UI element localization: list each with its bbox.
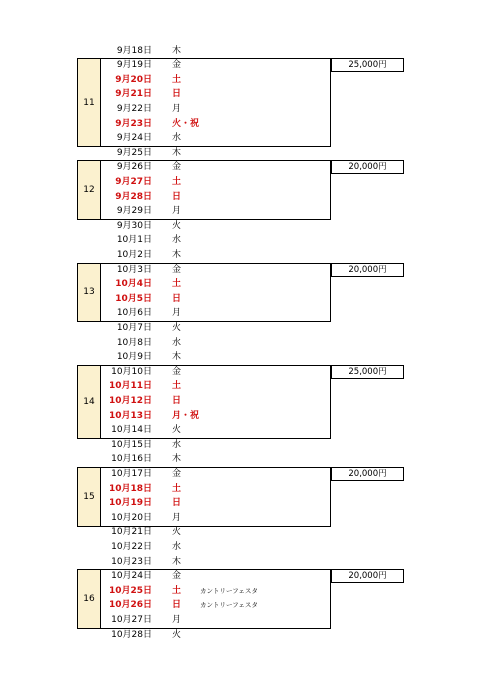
day-date: 9月24日 <box>116 133 152 144</box>
day-weekday: 月 <box>172 614 182 625</box>
day-weekday: 金 <box>172 571 182 582</box>
day-date: 10月4日 <box>115 279 152 290</box>
day-date: 9月29日 <box>116 206 152 217</box>
day-date: 10月5日 <box>115 293 152 304</box>
period-price: 25,000円 <box>331 365 404 379</box>
day-row <box>0 219 481 234</box>
day-weekday: 月・祝 <box>172 410 200 421</box>
day-date: 10月15日 <box>111 439 152 450</box>
day-row <box>0 438 481 453</box>
day-row <box>0 584 481 599</box>
day-row <box>0 263 481 278</box>
day-date: 10月28日 <box>111 629 152 640</box>
day-date: 10月10日 <box>111 366 152 377</box>
day-weekday: 水 <box>172 541 182 552</box>
day-row <box>0 102 481 117</box>
day-date: 9月21日 <box>115 89 152 100</box>
day-date: 10月1日 <box>116 235 152 246</box>
day-weekday: 日 <box>172 293 182 304</box>
day-weekday: 金 <box>172 60 182 71</box>
day-weekday: 火 <box>172 425 182 436</box>
day-row <box>0 277 481 292</box>
day-date: 10月26日 <box>108 600 152 611</box>
day-weekday: 火 <box>172 527 182 538</box>
period-number: 15 <box>78 468 101 526</box>
day-row <box>0 190 481 205</box>
day-date: 9月27日 <box>115 176 152 187</box>
day-row <box>0 569 481 584</box>
period-price: 25,000円 <box>331 58 404 72</box>
day-date: 10月16日 <box>111 454 152 465</box>
day-weekday: 火 <box>172 629 182 640</box>
day-weekday: 月 <box>172 512 182 523</box>
period-price: 20,000円 <box>331 569 404 583</box>
day-weekday: 日 <box>172 89 182 100</box>
day-row <box>0 336 481 351</box>
day-date: 9月25日 <box>116 147 152 158</box>
day-weekday: 水 <box>172 235 182 246</box>
day-date: 10月21日 <box>111 527 152 538</box>
day-row <box>0 496 481 511</box>
day-note: カントリーフェスタ <box>200 586 258 595</box>
day-weekday: 金 <box>172 162 182 173</box>
day-row <box>0 306 481 321</box>
day-row <box>0 160 481 175</box>
day-weekday: 木 <box>172 249 182 260</box>
day-weekday: 土 <box>172 381 182 392</box>
day-row <box>0 117 481 132</box>
day-date: 10月17日 <box>111 468 152 479</box>
day-date: 10月24日 <box>111 571 152 582</box>
period-price: 20,000円 <box>331 160 404 174</box>
day-weekday: 月 <box>172 103 182 114</box>
day-date: 10月25日 <box>108 585 152 596</box>
day-row <box>0 58 481 73</box>
period-price: 20,000円 <box>331 263 404 277</box>
day-row <box>0 379 481 394</box>
period-number: 11 <box>78 59 101 146</box>
day-row <box>0 131 481 146</box>
day-weekday: 金 <box>172 264 182 275</box>
day-date: 10月23日 <box>111 556 152 567</box>
day-weekday: 木 <box>172 352 182 363</box>
day-weekday: 土 <box>172 74 182 85</box>
day-date: 10月3日 <box>116 264 152 275</box>
day-weekday: 金 <box>172 366 182 377</box>
day-weekday: 火 <box>172 322 182 333</box>
day-date: 9月18日 <box>116 45 152 56</box>
day-weekday: 火 <box>172 220 182 231</box>
day-date: 9月22日 <box>116 103 152 114</box>
day-row <box>0 394 481 409</box>
day-date: 10月6日 <box>116 308 152 319</box>
day-row <box>0 73 481 88</box>
day-row <box>0 204 481 219</box>
day-weekday: 土 <box>172 279 182 290</box>
day-date: 10月27日 <box>111 614 152 625</box>
day-row <box>0 409 481 424</box>
day-row <box>0 511 481 526</box>
day-weekday: 日 <box>172 395 182 406</box>
day-date: 10月13日 <box>108 410 152 421</box>
day-date: 10月8日 <box>116 337 152 348</box>
day-date: 9月30日 <box>116 220 152 231</box>
day-row <box>0 87 481 102</box>
day-row <box>0 525 481 540</box>
day-row <box>0 175 481 190</box>
day-weekday: 日 <box>172 498 182 509</box>
day-date: 9月26日 <box>116 162 152 173</box>
day-weekday: 水 <box>172 439 182 450</box>
day-row <box>0 292 481 307</box>
day-row <box>0 598 481 613</box>
day-row <box>0 233 481 248</box>
day-weekday: 土 <box>172 585 182 596</box>
day-weekday: 火・祝 <box>172 118 200 129</box>
day-weekday: 日 <box>172 191 182 202</box>
day-weekday: 日 <box>172 600 182 611</box>
day-row <box>0 423 481 438</box>
period-price: 20,000円 <box>331 467 404 481</box>
day-weekday: 木 <box>172 454 182 465</box>
day-date: 10月14日 <box>111 425 152 436</box>
day-row <box>0 350 481 365</box>
day-date: 10月20日 <box>111 512 152 523</box>
day-weekday: 木 <box>172 45 182 56</box>
day-date: 10月22日 <box>111 541 152 552</box>
day-date: 10月2日 <box>116 249 152 260</box>
day-row <box>0 628 481 643</box>
day-row <box>0 248 481 263</box>
day-weekday: 月 <box>172 206 182 217</box>
day-row <box>0 555 481 570</box>
day-date: 9月19日 <box>116 60 152 71</box>
day-date: 9月28日 <box>115 191 152 202</box>
day-weekday: 月 <box>172 308 182 319</box>
period-number: 13 <box>78 264 101 322</box>
day-weekday: 土 <box>172 176 182 187</box>
day-date: 9月20日 <box>115 74 152 85</box>
day-date: 10月9日 <box>116 352 152 363</box>
day-weekday: 金 <box>172 468 182 479</box>
day-weekday: 水 <box>172 337 182 348</box>
day-weekday: 水 <box>172 133 182 144</box>
day-row <box>0 613 481 628</box>
day-row <box>0 365 481 380</box>
day-date: 10月7日 <box>116 322 152 333</box>
day-date: 10月11日 <box>108 381 152 392</box>
period-number: 16 <box>78 570 101 628</box>
day-date: 10月12日 <box>108 395 152 406</box>
day-row <box>0 146 481 161</box>
day-row <box>0 482 481 497</box>
period-number: 14 <box>78 366 101 439</box>
day-date: 9月23日 <box>115 118 152 129</box>
day-weekday: 木 <box>172 556 182 567</box>
day-date: 10月19日 <box>108 498 152 509</box>
day-row <box>0 452 481 467</box>
period-number: 12 <box>78 161 101 219</box>
day-row <box>0 467 481 482</box>
day-row <box>0 321 481 336</box>
day-weekday: 土 <box>172 483 182 494</box>
day-row <box>0 540 481 555</box>
day-date: 10月18日 <box>108 483 152 494</box>
day-note: カントリーフェスタ <box>200 601 258 610</box>
day-weekday: 木 <box>172 147 182 158</box>
day-row <box>0 44 481 59</box>
